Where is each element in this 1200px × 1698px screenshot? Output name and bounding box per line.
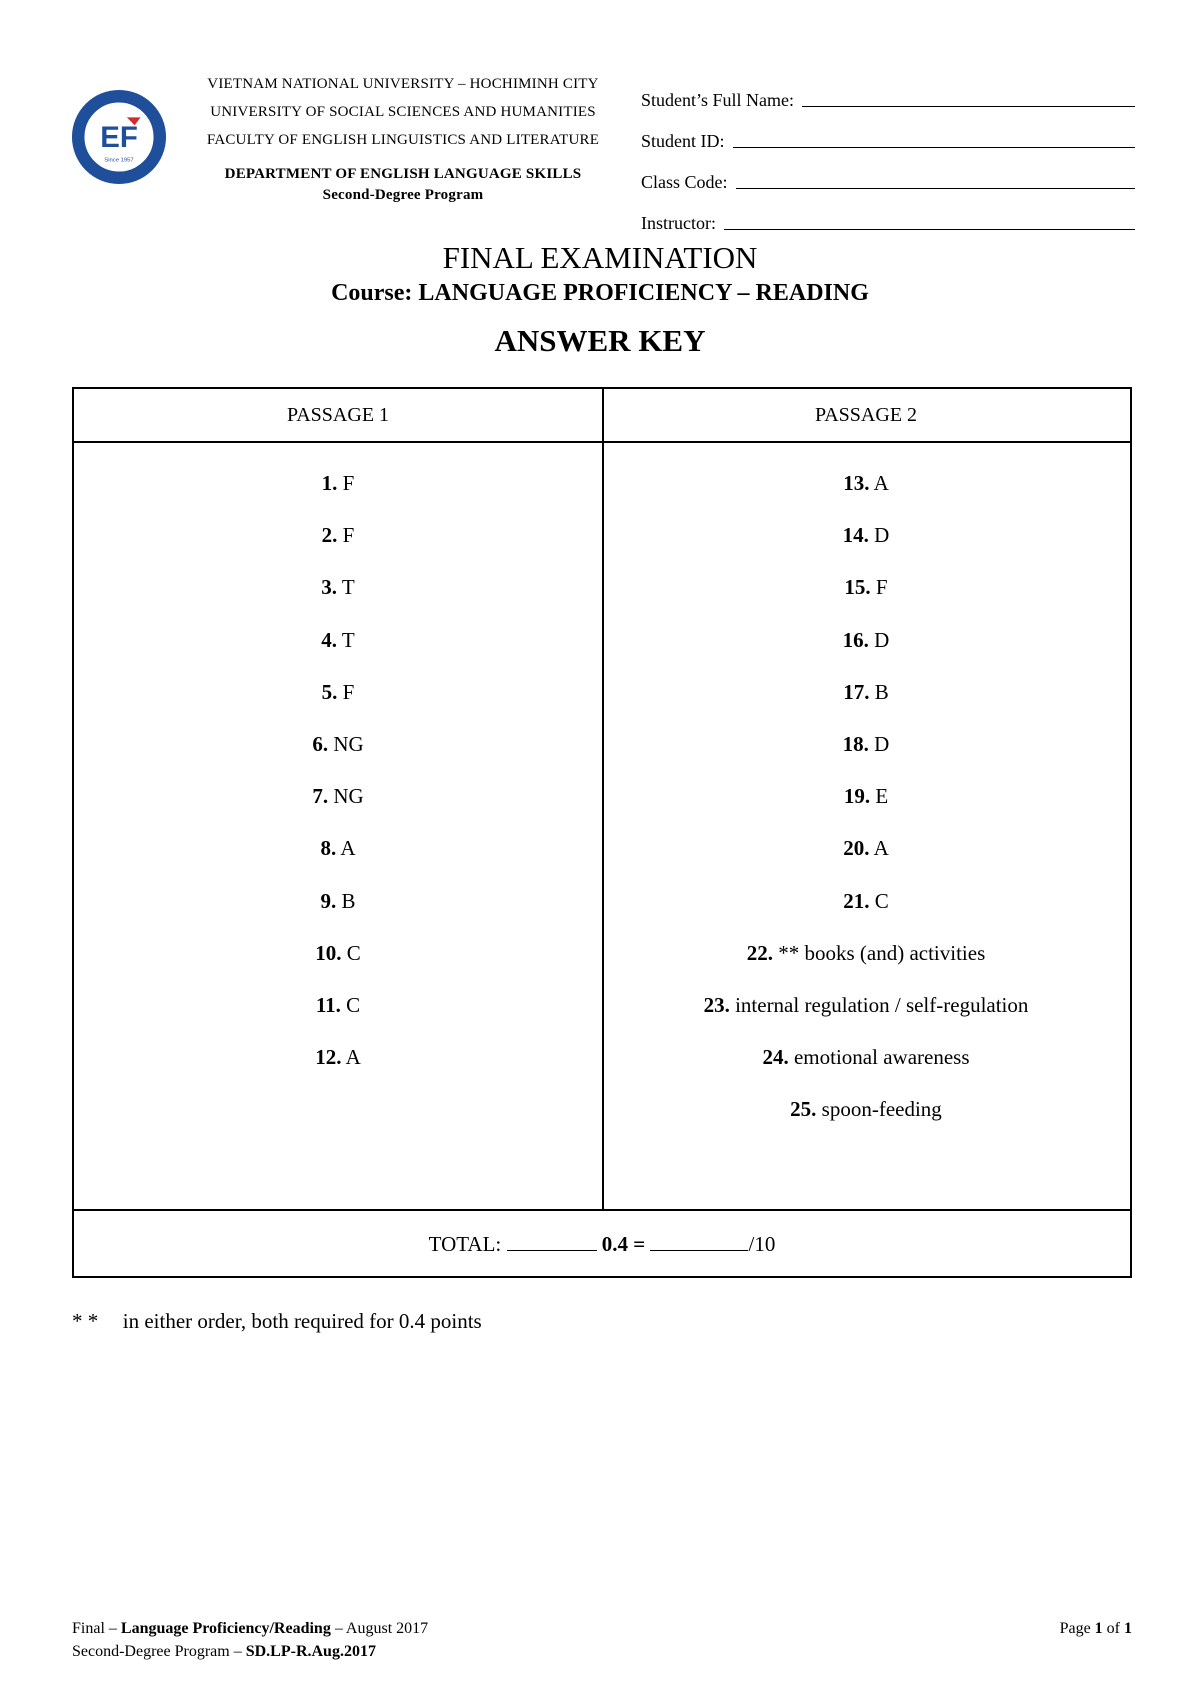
question-number: 7. [312, 784, 329, 809]
question-number: 5. [321, 679, 338, 704]
footer-line2-prefix: Second-Degree Program – [72, 1643, 242, 1660]
question-number: 10. [315, 940, 342, 965]
answer-value: F [875, 575, 888, 600]
answer-row [74, 939, 602, 967]
student-id-line[interactable] [733, 147, 1136, 148]
answer-value: internal regulation / self-regulation [735, 993, 1029, 1017]
answer-value: E [875, 784, 889, 809]
question-number: 4. [321, 627, 338, 652]
answer-row [602, 782, 1130, 810]
answer-value: NG [333, 784, 364, 809]
program-name: Second-Degree Program [322, 187, 484, 203]
institution-header [188, 70, 618, 206]
question-number: 15. [844, 575, 871, 600]
answer-row [74, 469, 602, 497]
answer-value: T [341, 627, 355, 652]
answer-row [74, 991, 602, 1019]
full-name-label: Student’s Full Name: [641, 90, 794, 110]
course-title: Course: LANGUAGE PROFICIENCY – READING [331, 280, 869, 306]
answer-row [602, 834, 1130, 862]
answer-value: NG [333, 732, 364, 756]
question-number: 22. [746, 940, 773, 965]
answer-value: F [342, 679, 355, 704]
answer-value: emotional awareness [793, 1045, 970, 1070]
page-total: 1 [1124, 1620, 1132, 1637]
answer-row [74, 521, 602, 549]
answer-row [602, 1043, 1130, 1071]
answer-value: A [345, 1045, 361, 1070]
question-number: 9. [320, 888, 337, 913]
total-blank-2[interactable] [650, 1232, 748, 1251]
question-number: 21. [843, 888, 870, 913]
total-suffix: /10 [748, 1232, 776, 1256]
answer-value: A [340, 836, 356, 861]
footer-course-name: Language Proficiency/Reading [120, 1620, 331, 1637]
question-number: 11. [315, 993, 341, 1017]
question-number: 12. [315, 1045, 342, 1070]
logo-text: EF [100, 120, 138, 154]
faculty-logo [70, 88, 168, 186]
page-prefix: Page [1059, 1620, 1091, 1637]
question-number: 1. [321, 471, 338, 495]
department-name: DEPARTMENT OF ENGLISH LANGUAGE SKILLS [224, 166, 582, 182]
answer-row [74, 1043, 602, 1071]
total-row [74, 1211, 1130, 1278]
footer-line2 [72, 1640, 428, 1663]
answer-value: F [342, 523, 355, 548]
answer-value: C [346, 993, 361, 1017]
footer-line1-prefix: Final – [72, 1620, 117, 1637]
class-code-line[interactable] [736, 188, 1135, 189]
answer-value: C [346, 940, 361, 965]
answer-value: A [873, 471, 889, 495]
class-code-label: Class Code: [641, 172, 728, 192]
footer-left [72, 1617, 428, 1663]
footnote-marker: * * [72, 1309, 99, 1333]
answer-value: D [874, 523, 890, 548]
instructor-line[interactable] [724, 229, 1135, 230]
answer-row [74, 834, 602, 862]
answer-row [602, 730, 1130, 758]
university-line1: VIETNAM NATIONAL UNIVERSITY – HOCHIMINH CITY [207, 76, 599, 92]
answer-row [602, 521, 1130, 549]
student-id-label: Student ID: [641, 131, 725, 151]
page-number [1000, 1617, 1132, 1640]
total-blank-1[interactable] [507, 1232, 597, 1251]
answer-row [602, 887, 1130, 915]
total-label: TOTAL: [428, 1232, 502, 1256]
answer-value: spoon-feeding [821, 1097, 942, 1122]
answer-key-table [72, 387, 1132, 1278]
question-number: 18. [842, 732, 869, 756]
student-info-fields [641, 70, 1135, 234]
student-id-field[interactable] [641, 111, 1135, 152]
answer-row [602, 469, 1130, 497]
full-name-field[interactable] [641, 70, 1135, 111]
answer-row [602, 1095, 1130, 1123]
answer-value: D [874, 732, 890, 756]
footer-code: SD.LP-R.Aug.2017 [245, 1643, 376, 1660]
answer-value: F [342, 471, 355, 495]
answer-row [74, 887, 602, 915]
answer-value: ** books (and) activities [778, 940, 986, 965]
page-of: of [1106, 1620, 1120, 1637]
answer-value: B [341, 888, 356, 913]
question-number: 23. [703, 993, 730, 1017]
logo-since-text: Since 1957 [104, 157, 134, 164]
answer-row [74, 678, 602, 706]
answer-value: C [874, 888, 889, 913]
question-number: 14. [842, 523, 869, 548]
instructor-field[interactable] [641, 193, 1135, 234]
page-current: 1 [1094, 1620, 1103, 1637]
question-number: 17. [843, 679, 870, 704]
passage1-header: PASSAGE 1 [286, 404, 390, 426]
full-name-line[interactable] [802, 106, 1135, 107]
answer-row [602, 939, 1130, 967]
question-number: 24. [762, 1045, 789, 1070]
answer-value: D [874, 627, 890, 652]
question-number: 6. [312, 732, 329, 756]
answer-row [602, 573, 1130, 601]
answer-row [74, 782, 602, 810]
answer-row [74, 730, 602, 758]
answer-row [74, 626, 602, 654]
question-number: 19. [843, 784, 871, 809]
footer-line1 [72, 1617, 428, 1640]
footnote [72, 1309, 482, 1334]
question-number: 13. [843, 471, 870, 495]
instructor-label: Instructor: [641, 213, 716, 233]
answer-key-title: ANSWER KEY [494, 323, 706, 358]
question-number: 25. [790, 1097, 817, 1122]
question-number: 2. [321, 523, 338, 548]
passage2-header: PASSAGE 2 [814, 404, 918, 426]
question-number: 16. [842, 627, 869, 652]
answer-row [602, 991, 1130, 1019]
footnote-text: in either order, both required for 0.4 points [122, 1309, 482, 1333]
answer-row [74, 573, 602, 601]
question-number: 20. [843, 836, 870, 861]
total-multiplier: 0.4 = [601, 1232, 646, 1256]
university-line2: UNIVERSITY OF SOCIAL SCIENCES AND HUMANITIES [210, 104, 596, 120]
class-code-field[interactable] [641, 152, 1135, 193]
answer-row [602, 678, 1130, 706]
exam-title: FINAL EXAMINATION [442, 240, 758, 275]
answer-value: T [341, 575, 355, 600]
answer-row [602, 626, 1130, 654]
answer-value: A [873, 836, 889, 861]
question-number: 3. [321, 575, 338, 600]
question-number: 8. [320, 836, 337, 861]
answer-value: B [874, 679, 889, 704]
footer-date: – August 2017 [334, 1620, 429, 1637]
faculty-name: FACULTY OF ENGLISH LINGUISTICS AND LITERATURE [206, 132, 600, 148]
